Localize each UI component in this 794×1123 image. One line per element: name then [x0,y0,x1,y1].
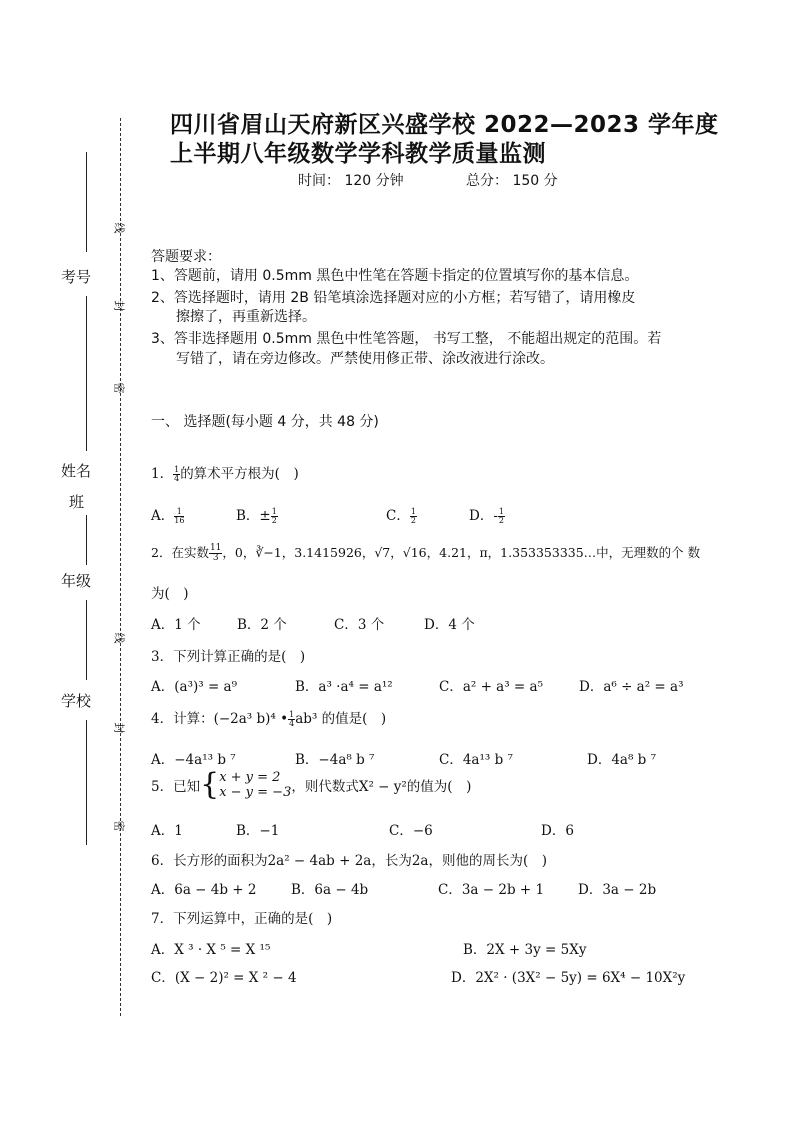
q1-option-a: A． $\frac{1}{16}$ [151,507,185,525]
q5-option-a: A．1 [151,823,183,839]
field-grade: 年级 [61,572,92,590]
solid-line [86,515,87,565]
q2-option-a: A．1 个 [151,617,201,633]
q6-option-a: A．6a − 4b + 2 [151,882,257,898]
instruction-item: 写错了，请在旁边修改。严禁使用修正带、涂改液进行涂改。 [176,351,554,367]
seal-char: 密 [112,820,126,832]
equation-system: x + y = 2 x − y = −3 [219,770,292,800]
question-1: 1． $\frac{1}{4}$ 的算术平方根为( ) [151,465,299,483]
q6-option-b: B．6a − 4b [291,882,369,898]
q7-option-c: C．(X − 2)² = X ² − 4 [151,970,297,986]
exam-total-score: 总分： 150 分 [466,173,558,189]
fraction: $\frac{1}{4}$ [174,465,180,483]
q5-option-b: B．−1 [236,823,280,839]
q4-option-d: D．4a⁸ b ⁷ [587,752,657,768]
q5-option-d: D．6 [541,823,574,839]
q7-option-d: D．2X² · (3X² − 5y) = 6X⁴ − 10X²y [451,970,686,986]
field-exam-number: 考号 [61,268,92,286]
q4-option-c: C．4a¹³ b ⁷ [439,752,513,768]
seal-char: 封 [112,300,126,312]
page-title-line1: 四川省眉山天府新区兴盛学校 2022—2023 学年度 [170,112,719,138]
q4-option-a: A．−4a¹³ b ⁷ [151,752,236,768]
exam-time: 时间： 120 分钟 [298,173,404,189]
q1-option-b: B．± $\frac{1}{2}$ [236,507,277,525]
solid-line [86,152,87,252]
question-5: 5．已知{ x + y = 2 x − y = −3 ，则代数式X² − y²的值为( ) [151,767,472,802]
q3-option-c: C．a² + a³ = a⁵ [439,679,543,695]
q7-option-a: A．X ³ · X ⁵ = X ¹⁵ [151,942,271,958]
q2-option-c: C．3 个 [334,617,385,633]
question-3: 3．下列计算正确的是( ) [151,649,306,665]
q2-option-d: D．4 个 [424,617,475,633]
q2-option-b: B．2 个 [237,617,287,633]
solid-line [86,720,87,845]
field-school: 学校 [61,692,92,710]
seal-char: 密 [112,382,126,394]
seal-char: 封 [112,722,126,734]
q3-option-a: A．(a³)³ = a⁹ [151,679,238,695]
dashed-binding-line [120,118,121,1016]
q5-option-c: C．−6 [389,823,433,839]
seal-char: 线 [112,632,126,644]
instruction-item: 1、答题前，请用 0.5mm 黑色中性笔在答题卡指定的位置填写你的基本信息。 [151,268,639,284]
field-class: 班 [69,493,85,511]
q7-option-b: B．2X + 3y = 5Xy [463,942,587,958]
question-7: 7．下列运算中，正确的是( ) [151,911,333,927]
page-title-line2: 上半期八年级数学学科教学质量监测 [170,141,546,167]
q3-option-b: B．a³ ·a⁴ = a¹² [295,679,393,695]
instructions-heading: 答题要求： [151,249,221,265]
question-2-cont: 为( ) [151,586,189,602]
brace-symbol: { [200,767,220,802]
q6-option-d: D．3a − 2b [578,882,657,898]
field-name: 姓名 [61,462,92,480]
q4-option-b: B．−4a⁸ b ⁷ [295,752,375,768]
solid-line [86,600,87,680]
q6-option-c: C．3a − 2b + 1 [438,882,545,898]
question-4: 4．计算：(−2a³ b)⁴ • $\frac{1}{4}$ ab³ 的值是( ) [151,710,387,728]
solid-line [86,296,87,451]
instruction-item: 3、答非选择题用 0.5mm 黑色中性笔答题， 书写工整， 不能超出规定的范围。若 [151,331,662,347]
q1-option-d: D．- $\frac{1}{2}$ [469,507,504,525]
q3-option-d: D．a⁶ ÷ a² = a³ [579,679,684,695]
seal-char: 线 [112,222,126,234]
question-2: 2．在实数 $\frac{11}{3}$ ，0，∛−1，3.1415926，√7，√16，4.21，π，1.353353335…中，无理数的个 数 [151,543,701,563]
instruction-item: 擦擦了，再重新选择。 [176,309,316,325]
q1-option-c: C． $\frac{1}{2}$ [386,507,416,525]
section-heading: 一、 选择题(每小题 4 分，共 48 分) [151,414,379,430]
instruction-item: 2、答选择题时，请用 2B 铅笔填涂选择题对应的小方框；若写错了，请用橡皮 [151,290,636,306]
question-6: 6．长方形的面积为2a² − 4ab + 2a，长为2a，则他的周长为( ) [151,853,548,869]
